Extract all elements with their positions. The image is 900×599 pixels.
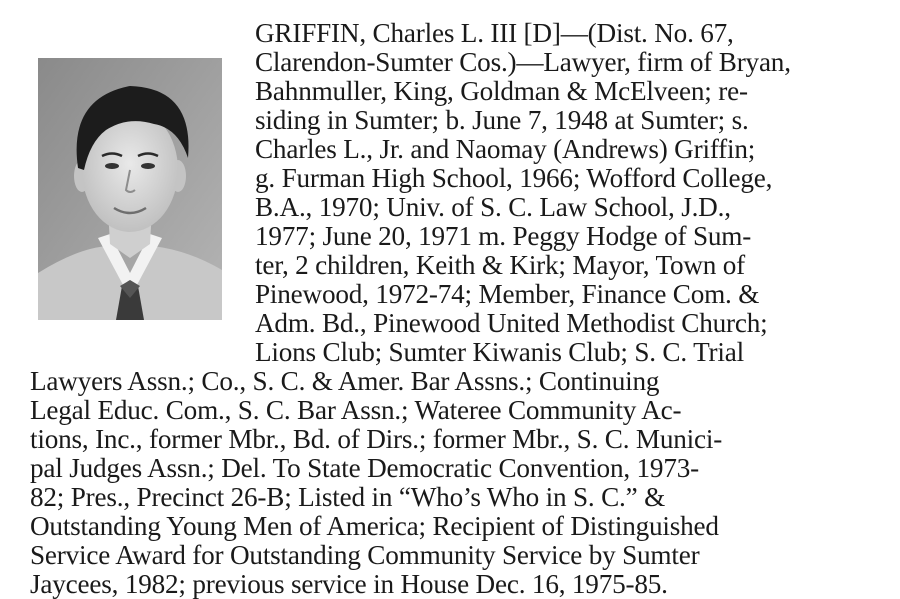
entry-line: pal Judges Assn.; Del. To State Democratic Convention, 1973-: [30, 453, 699, 483]
entry-line: Clarendon-Sumter Cos.)—Lawyer, firm of Bryan,: [255, 47, 791, 77]
entry-line: Jaycees, 1982; previous service in House Dec. 16, 1975-85.: [30, 569, 668, 599]
entry-line: GRIFFIN, Charles L. III [D]—(Dist. No. 67,: [255, 18, 734, 48]
entry-line: Bahnmuller, King, Goldman & McElveen; re-: [255, 76, 748, 106]
entry-line: Outstanding Young Men of America; Recipient of Distinguished: [30, 511, 719, 541]
entry-line: ter, 2 children, Keith & Kirk; Mayor, Town of: [255, 250, 746, 280]
entry-line: siding in Sumter; b. June 7, 1948 at Sumter; s.: [255, 105, 749, 135]
entry-line: Adm. Bd., Pinewood United Methodist Church;: [255, 308, 768, 338]
entry-line: B.A., 1970; Univ. of S. C. Law School, J.D.,: [255, 192, 731, 222]
entry-line: Lions Club; Sumter Kiwanis Club; S. C. Trial: [255, 337, 744, 367]
entry-line: Pinewood, 1972-74; Member, Finance Com. &: [255, 279, 760, 309]
entry-line: tions, Inc., former Mbr., Bd. of Dirs.; former Mbr., S. C. Munici-: [30, 424, 723, 454]
entry-line: Lawyers Assn.; Co., S. C. & Amer. Bar Assns.; Continuing: [30, 366, 660, 396]
entry-line: Legal Educ. Com., S. C. Bar Assn.; Wateree Community Ac-: [30, 395, 682, 425]
entry-line: 82; Pres., Precinct 26-B; Listed in “Who’s Who in S. C.” &: [30, 482, 666, 512]
entry-line: Charles L., Jr. and Naomay (Andrews) Griffin;: [255, 134, 756, 164]
portrait-image: [38, 58, 222, 320]
entry-line: Service Award for Outstanding Community Service by Sumter: [30, 540, 700, 570]
portrait-photo: [38, 58, 222, 320]
entry-line: 1977; June 20, 1971 m. Peggy Hodge of Sum-: [255, 221, 752, 251]
entry-line: g. Furman High School, 1966; Wofford College,: [255, 163, 773, 193]
